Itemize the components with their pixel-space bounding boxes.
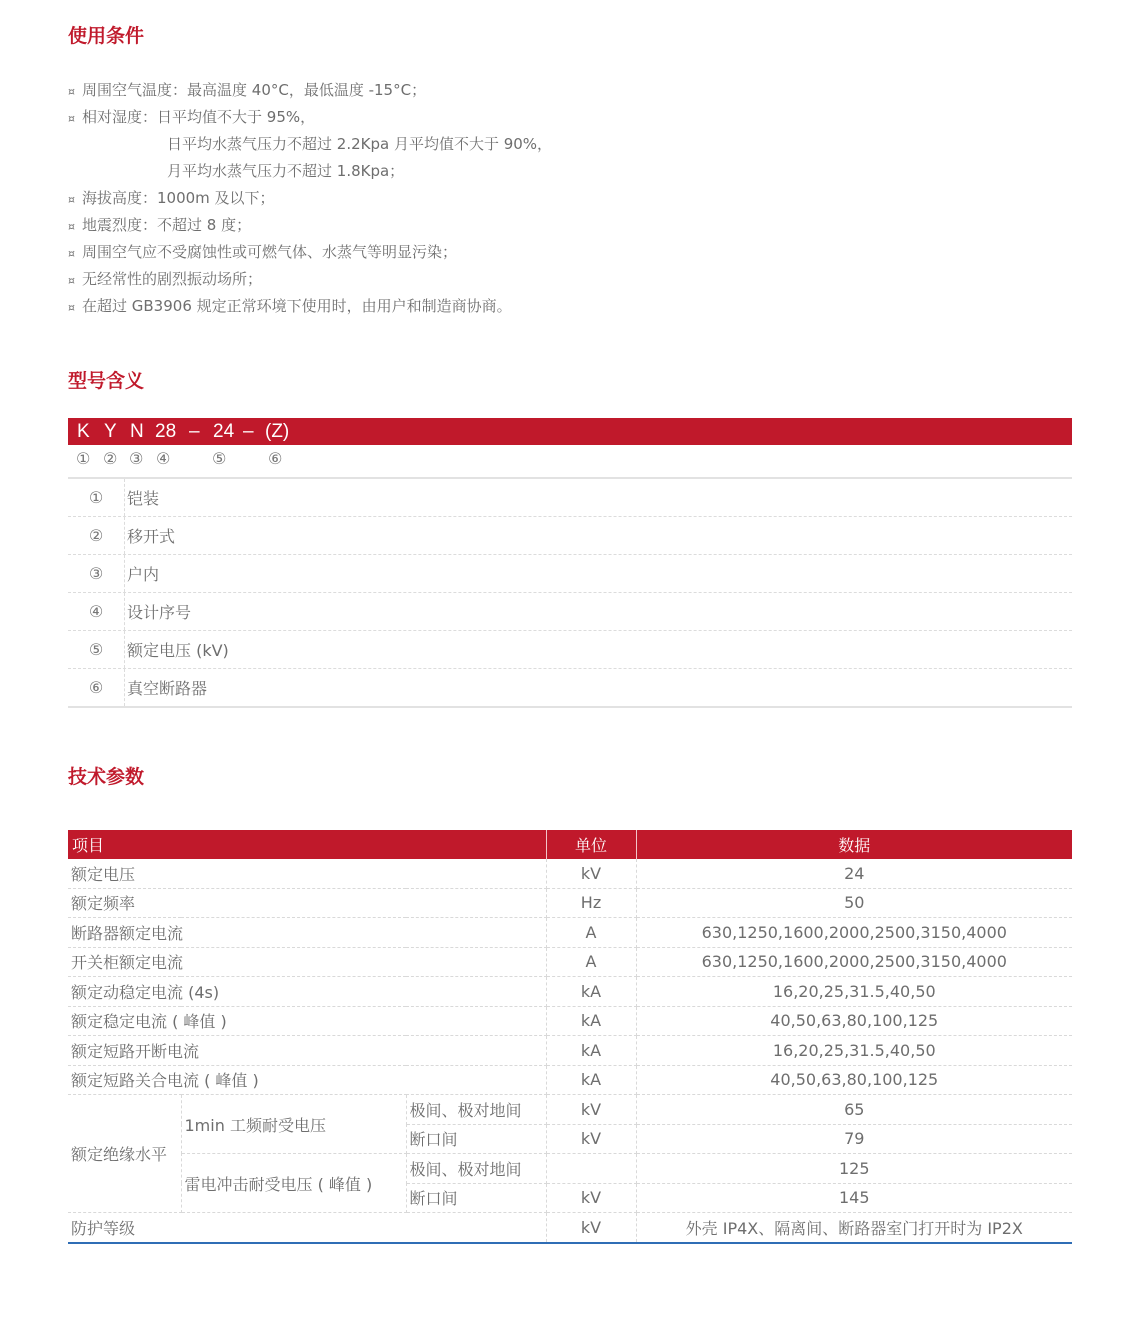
marker: ③ [129,449,144,468]
table-row: 雷电冲击耐受电压 ( 峰值 ) 极间、极对地间 125 [68,1154,1072,1184]
table-row: 开关柜额定电流 A 630,1250,1600,2000,2500,3150,4000 [68,947,1072,977]
marker: ⑥ [268,449,283,468]
table-row: ⑥ 真空断路器 [68,669,1072,706]
bullet-icon: ¤ [68,193,75,206]
table-row: 断路器额定电流 A 630,1250,1600,2000,2500,3150,4000 [68,918,1072,948]
header-item: 项目 [68,830,546,859]
marker: ② [103,449,118,468]
model-title: 型号含义 [68,370,145,392]
specs-title: 技术参数 [68,766,145,788]
specs-table [68,830,1072,1244]
table-row: ② 移开式 [68,517,1072,555]
model-code-band [68,418,1072,445]
bullet-icon: ¤ [68,301,75,314]
bullet-icon: ¤ [68,247,75,260]
condition-item: ¤ 无经常性的剧烈振动场所； [68,266,552,293]
condition-item: ¤ 海拔高度：1000m 及以下； [68,185,552,212]
insulation-group: 1min 工频耐受电压 [181,1095,406,1154]
insulation-label: 额定绝缘水平 [68,1095,181,1213]
code-part: – [189,421,200,442]
bullet-icon: ¤ [68,112,75,125]
insulation-group: 雷电冲击耐受电压 ( 峰值 ) [181,1154,406,1213]
model-meaning-table [68,477,1072,708]
marker: ⑤ [212,449,227,468]
table-row: 额定短路关合电流 ( 峰值 ) kA 40,50,63,80,100,125 [68,1065,1072,1095]
bullet-icon: ¤ [68,220,75,233]
code-part: Y [104,421,117,442]
condition-item: ¤ 周围空气温度：最高温度 40°C，最低温度 -15°C； [68,77,552,104]
code-part: 28 [155,421,177,442]
table-row: 断口间 kV 145 [68,1183,1072,1213]
conditions-title: 使用条件 [68,25,145,47]
table-row: ③ 户内 [68,555,1072,593]
table-row: 额定电压 kV 24 [68,859,1072,888]
header-data: 数据 [636,830,1072,859]
table-row: ⑤ 额定电压 (kV) [68,631,1072,669]
marker: ① [76,449,91,468]
table-row: 额定短路开断电流 kA 16,20,25,31.5,40,50 [68,1036,1072,1066]
code-part: 24 [213,421,235,442]
table-row: 额定动稳定电流 (4s) kA 16,20,25,31.5,40,50 [68,977,1072,1007]
table-row: ① 铠装 [68,479,1072,517]
table-header [68,830,1072,859]
code-part: – [243,421,254,442]
conditions-list [68,77,552,320]
condition-continuation: 月平均水蒸气压力不超过 1.8Kpa； [167,162,405,180]
bullet-icon: ¤ [68,274,75,287]
condition-continuation: 日平均水蒸气压力不超过 2.2Kpa 月平均值不大于 90%， [167,135,553,153]
code-part: (Z) [265,421,290,442]
condition-item: ¤ 周围空气应不受腐蚀性或可燃气体、水蒸气等明显污染； [68,239,552,266]
condition-item: ¤ 在超过 GB3906 规定正常环境下使用时，由用户和制造商协商。 [68,293,552,320]
table-row: 断口间 kV 79 [68,1124,1072,1154]
table-row: ④ 设计序号 [68,593,1072,631]
condition-item: ¤ 地震烈度：不超过 8 度； [68,212,552,239]
table-row: 防护等级 kV 外壳 IP4X、隔离间、断路器室门打开时为 IP2X [68,1213,1072,1243]
condition-item: ¤ 相对湿度：日平均值不大于 95%， [68,104,552,131]
code-part: N [130,421,144,442]
header-unit: 单位 [546,830,636,859]
table-row: 额定稳定电流 ( 峰值 ) kA 40,50,63,80,100,125 [68,1006,1072,1036]
bullet-icon: ¤ [68,85,75,98]
marker: ④ [156,449,171,468]
model-markers [68,447,1072,477]
code-part: K [77,421,90,442]
table-row: 额定绝缘水平 1min 工频耐受电压 极间、极对地间 kV 65 [68,1095,1072,1125]
table-row: 额定频率 Hz 50 [68,888,1072,918]
